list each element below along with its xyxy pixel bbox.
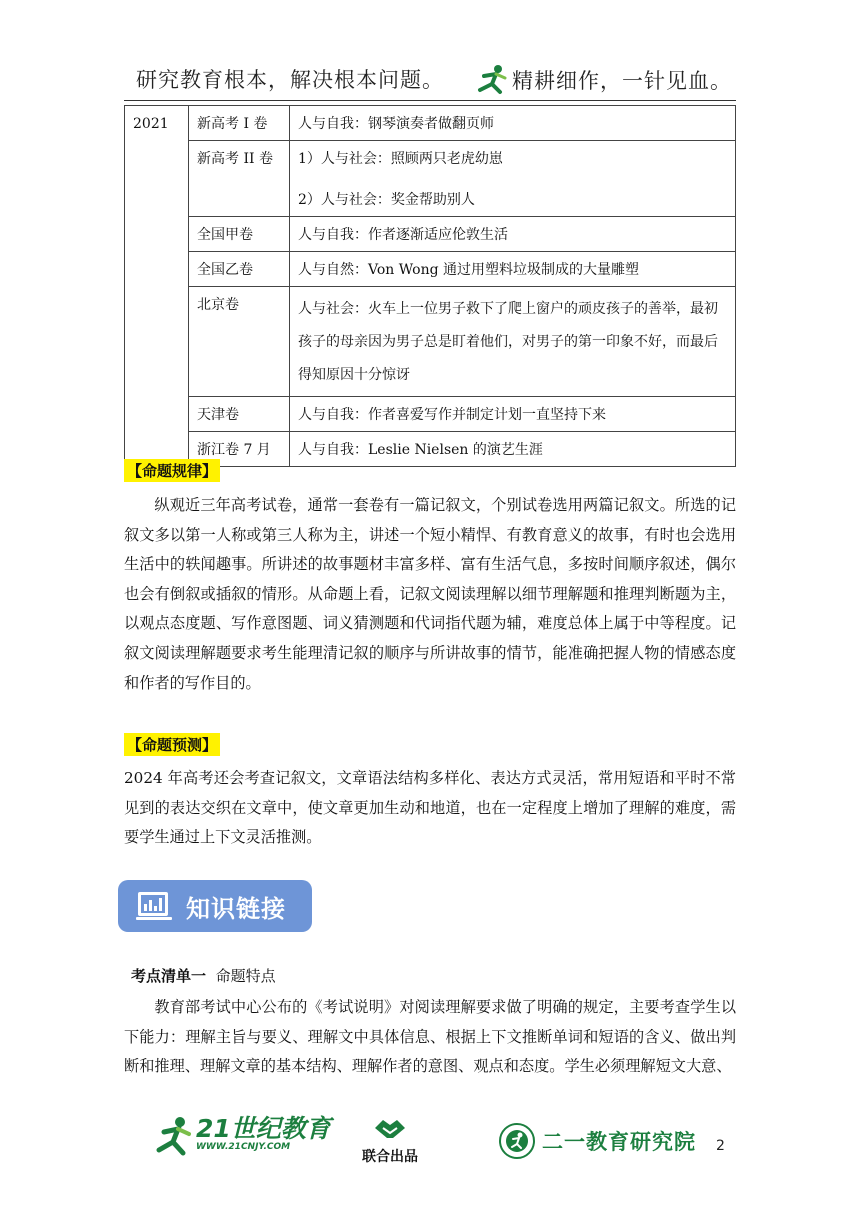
table-row <box>125 287 736 397</box>
paper-cell: 全国乙卷 <box>189 252 290 287</box>
table-row <box>125 106 736 141</box>
paper-cell: 全国甲卷 <box>189 217 290 252</box>
header-slogan-left: 研究教育根本，解决根本问题。 <box>136 68 444 92</box>
topic-cell <box>290 397 736 432</box>
runner-logo-icon <box>150 1116 194 1158</box>
year-cell: 2021 <box>125 106 189 467</box>
topic-line: 人与社会：火车上一位男子救下了爬上窗户的顽皮孩子的善举，最初孩子的母亲因为男子总是盯着他们，对男子的第一印象不好，而最后得知原因十分惊讶 <box>298 301 718 383</box>
topic-line: 1）人与社会：照顾两只老虎幼崽 <box>298 151 503 167</box>
section-tag-prediction: 【命题预测】 <box>124 733 220 756</box>
topic-line: 人与自然：Von Wong 通过用塑料垃圾制成的大量雕塑 <box>298 262 640 278</box>
topic-line: 人与自我：作者逐渐适应伦敦生活 <box>298 227 508 243</box>
header-slogan-right: 精耕细作，一针见血。 <box>512 69 732 93</box>
pattern-paragraph: 纵观近三年高考试卷，通常一套卷有一篇记叙文，个别试卷选用两篇记叙文。所选的记叙文多以第一人称或第三人称为主，讲述一个短小精悍、有教育意义的故事，有时也会选用生活中的轶闻趣事。所讲述的故事题材丰富多样、富有生活气息，多按时间顺序叙述，偶尔也会有倒叙或插叙的情形。从命题上看，记叙文阅读理解以细节理解题和推理判断题为主，以观点态度题、写作意图题、词义猜测题和代词指代题为辅，难度总体上属于中等程度。记叙文阅读理解题要求考生能理清记叙的顺序与所讲故事的情节，能准确把握人物的情感态度和作者的写作目的。 <box>124 496 736 692</box>
footer-joint-label: 联合出品 <box>362 1149 418 1165</box>
knowledge-paragraph: 教育部考试中心公布的《考试说明》对阅读理解要求做了明确的规定，主要考查学生以下能力：理解主旨与要义、理解文中具体信息、根据上下文推断单词和短语的含义、做出判断和推理、理解文章的基本结构、理解作者的意图、观点和态度。学生必须理解短文大意、 <box>124 998 736 1076</box>
topic-cell <box>290 252 736 287</box>
topic-cell <box>290 217 736 252</box>
exam-topic-table <box>124 105 736 467</box>
section-tag-pattern: 【命题规律】 <box>124 459 220 482</box>
paper-cell: 浙江卷 7 月 <box>189 432 290 467</box>
runner-logo-icon <box>472 64 510 96</box>
checklist-label: 考点清单一 <box>131 967 207 985</box>
paper-cell: 天津卷 <box>189 397 290 432</box>
table-row <box>125 397 736 432</box>
monitor-book-icon <box>134 886 174 926</box>
topic-cell <box>290 432 736 467</box>
knowledge-link-badge <box>118 880 312 932</box>
footer-joint-logo <box>362 1116 418 1166</box>
institute-seal-icon <box>498 1122 536 1160</box>
page-footer <box>140 1116 740 1166</box>
header-slogan-right-wrap <box>472 64 732 96</box>
paper-cell: 新高考 I 卷 <box>189 106 290 141</box>
paper-cell: 新高考 II 卷 <box>189 141 290 217</box>
footer-brand-name: 21世纪教育 <box>196 1114 331 1143</box>
knowledge-link-title: 知识链接 <box>186 894 286 923</box>
handshake-icon <box>373 1116 407 1140</box>
checklist-title: 命题特点 <box>215 967 276 985</box>
topic-line: 人与自我：作者喜爱写作并制定计划一直坚持下来 <box>298 407 606 423</box>
topic-line: 人与自我：Leslie Nielsen 的演艺生涯 <box>298 442 543 458</box>
footer-institute-name: 二一教育研究院 <box>542 1130 696 1154</box>
prediction-paragraph: 2024 年高考还会考查记叙文，文章语法结构多样化、表达方式灵活，常用短语和平时不常见到的表达交织在文章中，使文章更加生动和地道，也在一定程度上增加了理解的难度，需要学生通过上下文灵活推测。 <box>124 769 736 847</box>
page-header <box>124 58 736 101</box>
table-row <box>125 252 736 287</box>
footer-institute-logo <box>498 1122 696 1160</box>
topic-cell <box>290 141 736 217</box>
topic-cell <box>290 287 736 397</box>
topic-line: 人与自我：钢琴演奏者做翻页师 <box>298 116 494 132</box>
topic-cell <box>290 106 736 141</box>
footer-brand-url: WWW.21CNJY.COM <box>196 1142 291 1152</box>
table-row <box>125 141 736 217</box>
table-row <box>125 217 736 252</box>
topic-line: 2）人与社会：奖金帮助别人 <box>298 192 475 208</box>
footer-logo-21cnjy <box>150 1116 331 1158</box>
checklist-heading <box>131 965 276 986</box>
paper-cell: 北京卷 <box>189 287 290 397</box>
page-number: 2 <box>716 1138 725 1154</box>
